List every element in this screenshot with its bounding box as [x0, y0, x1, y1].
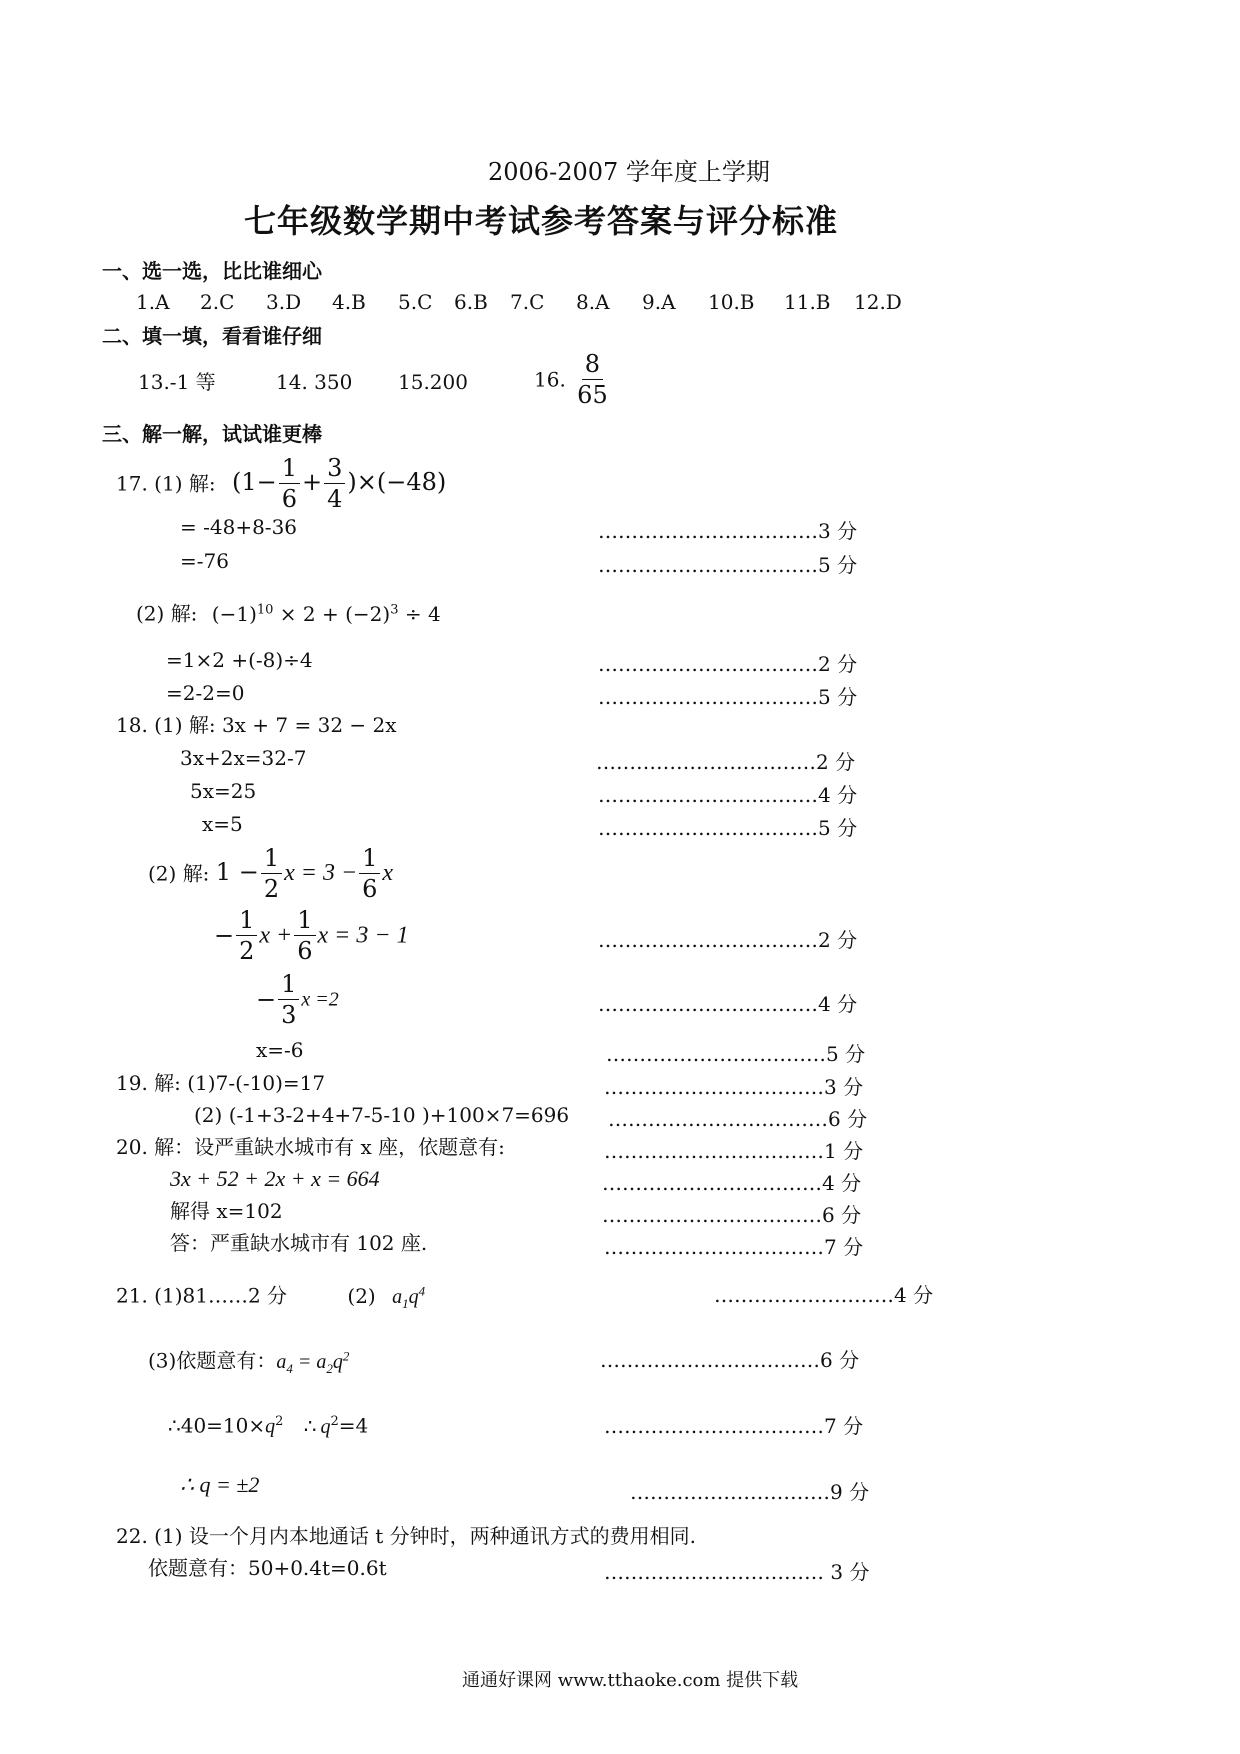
choice-1: 1.A — [136, 290, 170, 314]
page-footer: 通通好课网 www.tthaoke.com 提供下载 — [462, 1670, 799, 1691]
fill-16-fraction — [574, 352, 611, 407]
q18-line1: 3x+2x=32-7 — [180, 746, 307, 770]
choice-2: 2.C — [200, 290, 235, 314]
score-q18-l6: ……………………………5 分 — [606, 1042, 866, 1066]
q21-line1 — [116, 1279, 425, 1316]
q17-line1: = -48+8-36 — [180, 515, 298, 539]
q17-p2-exp1: 10 — [256, 602, 274, 617]
score-q18-l2: ……………………………4 分 — [598, 783, 858, 807]
q17-plus: + — [301, 468, 323, 496]
choice-5: 5.C — [398, 290, 433, 314]
q18-line4 — [214, 908, 409, 963]
q21-line2 — [148, 1344, 349, 1381]
q18-p2-f1-num: 1 — [261, 846, 282, 874]
score-q18-l5: ……………………………4 分 — [598, 992, 858, 1016]
q17-p2-exp2: 3 — [390, 602, 399, 617]
score-q21-l2: ……………………………6 分 — [600, 1348, 860, 1372]
q20-line4: 答：严重缺水城市有 102 座. — [170, 1231, 428, 1255]
section-heading-3: 三、解一解，试试谁更棒 — [102, 422, 322, 446]
score-q18-l4: ……………………………2 分 — [598, 928, 858, 952]
q17-p2-expr — [212, 602, 441, 626]
q18-l4-f2-den: 6 — [297, 937, 313, 965]
q21-l2-eq: = a — [292, 1350, 327, 1373]
score-q19-l1: ……………………………3 分 — [604, 1075, 864, 1099]
q21-line4: ∴ q = ±2 — [180, 1472, 260, 1497]
q18-l5-a: − — [256, 985, 277, 1014]
q21-l2-sub2: 2 — [326, 1360, 333, 1376]
subtitle-year: 2006-2007 学年度上学期 — [488, 158, 770, 186]
score-q17-l2: ……………………………5 分 — [598, 553, 858, 577]
q21-l2-q: q — [332, 1350, 343, 1373]
q18-p2-f2-den: 6 — [362, 875, 378, 903]
fill-16-label: 16. — [534, 367, 566, 392]
q18-p2-c: x — [382, 860, 394, 886]
q17-line2: =-76 — [180, 549, 229, 573]
q17-f2-num: 3 — [324, 456, 345, 484]
q17-f1-den: 6 — [281, 485, 297, 513]
q20-line3: 解得 x=102 — [170, 1199, 283, 1223]
fraction-denominator: 65 — [577, 381, 608, 409]
score-q17-l1: ……………………………3 分 — [598, 519, 858, 543]
q17-f1-num: 1 — [279, 456, 300, 484]
q21-l3-q: q — [265, 1415, 276, 1438]
q21-l1-sup: 4 — [418, 1283, 426, 1298]
score-q21-l4: …………………………9 分 — [630, 1480, 870, 1504]
q17-line3: =1×2 +(-8)÷4 — [166, 648, 313, 672]
q20-line1: 20. 解：设严重缺水城市有 x 座，依题意有: — [116, 1135, 505, 1159]
q18-p2-expr — [215, 844, 394, 903]
section-heading-1: 一、选一选，比比谁细心 — [102, 259, 322, 283]
fill-13: 13.-1 等 — [138, 370, 216, 394]
choice-10: 10.B — [708, 290, 755, 314]
q17-line4: =2-2=0 — [166, 681, 245, 705]
q19-line1: 19. 解: (1)7-(-10)=17 — [116, 1071, 326, 1095]
q21-l2-a: (3)依题意有： — [148, 1348, 277, 1373]
q18-l5-f-den: 3 — [281, 1001, 297, 1029]
fill-16 — [534, 352, 613, 407]
score-q17-l4: ……………………………5 分 — [598, 685, 858, 709]
score-q20-l2: ……………………………4 分 — [602, 1171, 862, 1195]
q18-l4-b: x + — [259, 922, 293, 949]
q18-p2-f2-num: 1 — [359, 846, 380, 874]
fill-14: 14. 350 — [276, 370, 353, 394]
q17-part2 — [136, 598, 441, 626]
q17-p2-label: (2) 解: — [136, 601, 198, 626]
q17-p2-b: × 2 + (−2) — [273, 601, 391, 626]
score-q20-l1: ……………………………1 分 — [604, 1139, 864, 1163]
q18-l4-f2-num: 1 — [294, 908, 315, 936]
score-q22-l2: …………………………… 3 分 — [604, 1560, 870, 1584]
q21-l3-a: ∴40=10× — [168, 1413, 266, 1438]
section-heading-2: 二、填一填，看看谁仔细 — [102, 324, 322, 348]
page-title: 七年级数学期中考试参考答案与评分标准 — [244, 202, 839, 240]
q18-line6: x=-6 — [256, 1038, 304, 1062]
q22-line2: 依题意有：50+0.4t=0.6t — [148, 1556, 387, 1580]
choice-11: 11.B — [784, 290, 831, 314]
q17-p2-c: ÷ 4 — [398, 601, 441, 626]
score-q18-l1: ……………………………2 分 — [596, 750, 856, 774]
q18-l5-b: x =2 — [301, 988, 339, 1011]
q21-l1-expr — [392, 1283, 426, 1311]
score-q18-l3: ……………………………5 分 — [598, 816, 858, 840]
choice-12: 12.D — [854, 290, 902, 314]
score-q19-l2: ……………………………6 分 — [608, 1107, 868, 1131]
q18-p2-b: x = 3 − — [284, 860, 358, 886]
fill-15: 15.200 — [398, 370, 468, 394]
q22-line1: 22. (1) 设一个月内本地通话 t 分钟时，两种通讯方式的费用相同. — [116, 1524, 696, 1548]
choice-7: 7.C — [510, 290, 545, 314]
q17-f2-den: 4 — [327, 485, 343, 513]
q18-line5 — [256, 972, 339, 1027]
q21-l2-sub1: 4 — [286, 1360, 293, 1376]
q21-l2-a4: a — [276, 1350, 287, 1373]
q18-l5-f-num: 1 — [278, 972, 299, 1000]
q21-l1-a-var: a — [392, 1285, 403, 1308]
q21-l3-sup2: 2 — [330, 1414, 339, 1429]
choice-4: 4.B — [332, 290, 366, 314]
q17-expr — [231, 454, 447, 513]
q18-l4-a: − — [214, 921, 235, 950]
score-q20-l3: ……………………………6 分 — [602, 1203, 862, 1227]
score-q17-l3: ……………………………2 分 — [598, 652, 858, 676]
q21-l1-q: q — [408, 1285, 419, 1308]
score-q21-l1: ………………………4 分 — [714, 1283, 934, 1307]
q18-line2: 5x=25 — [190, 779, 257, 803]
choice-3: 3.D — [266, 290, 302, 314]
q18-l4-c: x = 3 − 1 — [317, 922, 409, 949]
q18-p2-f1-den: 2 — [263, 875, 280, 903]
q21-line3 — [168, 1410, 368, 1439]
score-q20-l4: ……………………………7 分 — [604, 1235, 864, 1259]
q21-l1-sub: 1 — [402, 1295, 409, 1311]
q18-part2 — [148, 846, 393, 901]
q19-line2: (2) (-1+3-2+4+7-5-10 )+100×7=696 — [194, 1103, 570, 1127]
q17-p2-a: (−1) — [211, 601, 257, 626]
choice-8: 8.A — [576, 290, 610, 314]
q18-line3: x=5 — [202, 812, 243, 836]
q21-l1-a: 21. (1)81……2 分 — [116, 1283, 288, 1308]
q21-l1-b: (2) — [347, 1283, 376, 1308]
q18-p2-a: 1 − — [215, 858, 259, 886]
q18-l4-f1-num: 1 — [236, 908, 257, 936]
fraction-numerator: 8 — [582, 352, 603, 380]
q21-l3-therefore: ∴ — [303, 1413, 317, 1438]
q21-l3-q2: q — [320, 1415, 331, 1438]
q20-line2: 3x + 52 + 2x + x = 664 — [170, 1166, 380, 1191]
q21-l3-sup: 2 — [275, 1414, 284, 1429]
q21-l2-expr — [276, 1348, 350, 1376]
q21-l2-sup: 2 — [342, 1348, 350, 1363]
q18-p2-label: (2) 解: — [148, 861, 210, 886]
q21-l3-c: =4 — [338, 1413, 369, 1438]
choice-9: 9.A — [642, 290, 676, 314]
choice-6: 6.B — [454, 290, 488, 314]
q18-l4-f1-den: 2 — [239, 937, 255, 965]
q17-part1 — [116, 456, 446, 511]
score-q21-l3: ……………………………7 分 — [604, 1414, 864, 1438]
q18-part1: 18. (1) 解: 3x + 7 = 32 − 2x — [116, 713, 397, 737]
q17-open: (1− — [231, 468, 277, 496]
q17-close: )×(−48) — [347, 468, 447, 496]
q17-label: 17. (1) 解: — [116, 471, 216, 496]
